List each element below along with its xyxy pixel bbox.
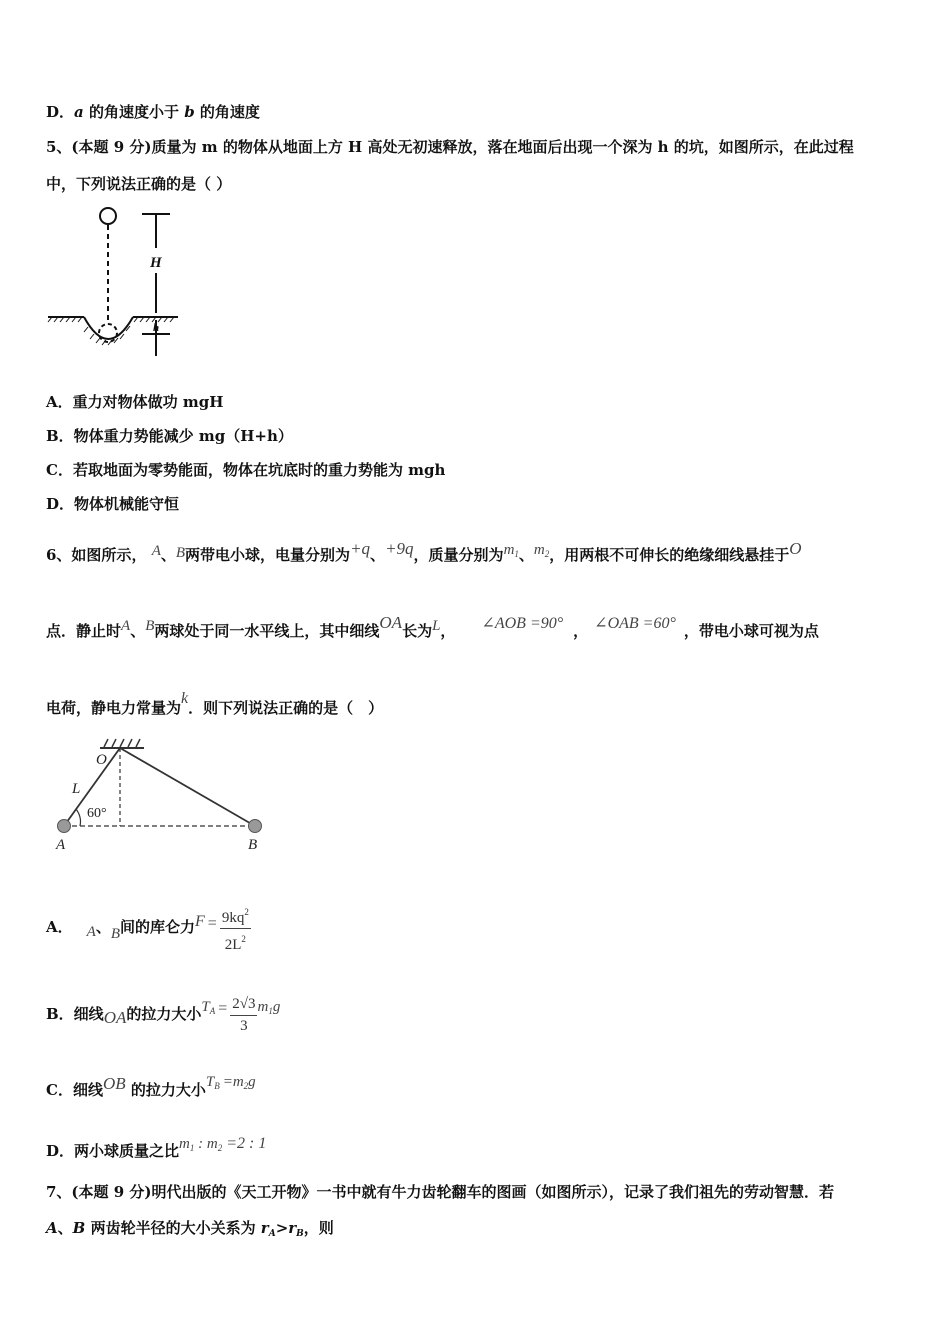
fraction bbox=[230, 994, 257, 1037]
text: T bbox=[201, 999, 210, 1015]
mass-g bbox=[257, 999, 280, 1015]
angle-oab: ∠OAB =60° bbox=[594, 615, 676, 632]
var-B: B bbox=[110, 926, 120, 942]
var-B: B bbox=[175, 545, 186, 561]
var-F: F bbox=[195, 913, 205, 930]
q6-option-b bbox=[46, 981, 280, 1033]
label-H: H bbox=[150, 255, 162, 271]
charge-b: +9q bbox=[385, 539, 414, 558]
q4-option-d bbox=[46, 101, 260, 123]
segment-OB: OB bbox=[102, 1074, 126, 1093]
label-B: B bbox=[248, 837, 258, 853]
q5-stem-line2: 中，下列说法正确的是（ ） bbox=[46, 175, 232, 193]
text: 、 bbox=[57, 1219, 73, 1237]
label-O: O bbox=[96, 752, 107, 768]
radius-b bbox=[288, 1219, 304, 1237]
var-b: b bbox=[184, 103, 195, 121]
text: 、 bbox=[95, 918, 111, 936]
text: 两球处于同一水平线上，其中细线 bbox=[154, 622, 380, 640]
option-label: B．细线 bbox=[46, 1005, 104, 1023]
text: ， bbox=[440, 622, 456, 640]
q6-figure bbox=[50, 733, 270, 853]
mass-1 bbox=[504, 542, 519, 558]
subscript: 2 bbox=[544, 549, 550, 559]
tension-a bbox=[201, 999, 215, 1015]
charge-a: +q bbox=[350, 539, 371, 558]
var-A: A bbox=[86, 924, 96, 940]
angle-arc bbox=[76, 809, 81, 826]
text: T bbox=[205, 1074, 215, 1090]
text: ，质量分别为 bbox=[413, 546, 504, 564]
q5-option-c: C．若取地面为零势能面，物体在坑底时的重力势能为 mgh bbox=[46, 461, 446, 479]
q6-option-d bbox=[46, 1133, 266, 1162]
equals: =m bbox=[222, 1074, 244, 1090]
var-A: A bbox=[46, 1219, 58, 1237]
equals: = bbox=[218, 1000, 228, 1017]
subscript: A bbox=[268, 1229, 276, 1239]
q5-figure bbox=[44, 203, 184, 358]
denominator: 3 bbox=[240, 1017, 248, 1034]
label-L: L bbox=[72, 781, 81, 797]
var-O: O bbox=[789, 539, 802, 558]
option-label: D． bbox=[46, 103, 75, 121]
q7-stem-line2 bbox=[46, 1217, 334, 1245]
text: r bbox=[288, 1219, 297, 1237]
subscript: 1 bbox=[514, 549, 519, 559]
text: 、 bbox=[518, 546, 534, 564]
text: 的拉力大小 bbox=[126, 1005, 202, 1023]
text: r bbox=[260, 1219, 269, 1237]
q5-stem-line1: 5、(本题 9 分)质量为 m 的物体从地面上方 H 高处无初速释放，落在地面后出现一个深为 h 的坑，如图所示，在此过程 bbox=[46, 138, 854, 156]
segment-OA: OA bbox=[379, 613, 403, 632]
fraction bbox=[220, 902, 251, 955]
text: 点．静止时 bbox=[46, 622, 122, 640]
text: g bbox=[272, 999, 281, 1015]
subscript: B bbox=[296, 1229, 304, 1239]
text: ，带电小球可视为点 bbox=[683, 622, 819, 640]
text: m bbox=[179, 1136, 190, 1152]
text: 的角速度小于 bbox=[83, 103, 185, 121]
text: g bbox=[248, 1074, 256, 1090]
text: m bbox=[206, 1136, 218, 1152]
q5-option-d: D．物体机械能守恒 bbox=[46, 495, 180, 513]
q5-option-a: A．重力对物体做功 mgH bbox=[46, 393, 224, 411]
ball-A bbox=[58, 820, 71, 833]
text: 、 bbox=[370, 546, 386, 564]
superscript: 2 bbox=[244, 906, 249, 917]
option-label: D．两小球质量之比 bbox=[46, 1142, 180, 1160]
text: 的角速度 bbox=[194, 103, 260, 121]
text: 9kq bbox=[221, 909, 245, 926]
mass-ratio bbox=[179, 1136, 266, 1152]
text: 两带电小球，电量分别为 bbox=[185, 546, 351, 564]
text: ，用两根不可伸长的绝缘细线悬挂于 bbox=[549, 546, 790, 564]
subscript: 2 bbox=[217, 1143, 223, 1153]
subscript: A bbox=[209, 1006, 216, 1016]
var-B: B bbox=[72, 1219, 86, 1237]
subscript: 1 bbox=[189, 1143, 195, 1153]
tension-b bbox=[206, 1074, 256, 1090]
var-A: A bbox=[151, 543, 161, 559]
text: 两齿轮半径的大小关系为 bbox=[85, 1219, 261, 1237]
numerator: 2√3 bbox=[230, 994, 257, 1016]
q7-stem-line1: 7、(本题 9 分)明代出版的《天工开物》一书中就有牛力齿轮翻车的图画（如图所示），记录了我们祖先的劳动智慧．若 bbox=[46, 1183, 835, 1201]
text: m bbox=[257, 999, 269, 1015]
var-A: A bbox=[121, 618, 131, 634]
var-L: L bbox=[432, 618, 441, 634]
pit bbox=[84, 317, 133, 339]
q6-option-c bbox=[46, 1071, 256, 1101]
string-OB bbox=[120, 748, 255, 826]
numerator bbox=[220, 902, 251, 929]
text: > bbox=[275, 1219, 289, 1237]
radius-a bbox=[261, 1219, 276, 1237]
var-a: a bbox=[74, 103, 84, 121]
q6-stem-line2 bbox=[46, 612, 819, 642]
option-label: A． bbox=[46, 918, 73, 936]
text: 间的库仑力 bbox=[120, 918, 196, 936]
q6-stem-line3 bbox=[46, 688, 383, 719]
segment-OA: OA bbox=[103, 1008, 127, 1027]
ceiling-hatching bbox=[104, 739, 140, 747]
mass-2 bbox=[534, 542, 549, 558]
text: m bbox=[503, 542, 515, 558]
label-A: A bbox=[56, 837, 66, 853]
text: : bbox=[194, 1136, 207, 1152]
option-label: C．细线 bbox=[46, 1081, 103, 1099]
ball-B bbox=[249, 820, 262, 833]
equals: = bbox=[207, 915, 217, 932]
subscript: B bbox=[214, 1081, 220, 1091]
text: 、 bbox=[130, 622, 146, 640]
text: ．则下列说法正确的是（ ） bbox=[188, 699, 384, 717]
text: 电荷，静电力常量为 bbox=[46, 699, 182, 717]
denominator bbox=[220, 929, 251, 955]
subscript: 1 bbox=[268, 1006, 273, 1016]
text: 的拉力大小 bbox=[125, 1081, 206, 1099]
text: 、 bbox=[160, 546, 176, 564]
text: ， bbox=[573, 622, 589, 640]
text: 2L bbox=[224, 936, 242, 953]
label-h: h bbox=[153, 322, 160, 334]
q5-option-b: B．物体重力势能减少 mg（H+h） bbox=[46, 427, 293, 445]
subscript: 2 bbox=[243, 1081, 249, 1091]
q6-stem-line1 bbox=[46, 538, 802, 566]
q6-option-a bbox=[46, 897, 251, 953]
var-k: k bbox=[181, 690, 189, 707]
text: m bbox=[533, 542, 545, 558]
text: ，则 bbox=[303, 1219, 334, 1237]
text: 长为 bbox=[402, 622, 433, 640]
text: =2 : 1 bbox=[222, 1135, 267, 1152]
label-60: 60° bbox=[87, 806, 107, 821]
ball-top bbox=[100, 208, 116, 224]
text: 6、如图所示， bbox=[46, 546, 147, 564]
var-B: B bbox=[145, 618, 155, 634]
superscript: 2 bbox=[241, 933, 246, 944]
angle-aob: ∠AOB =90° bbox=[481, 615, 564, 632]
